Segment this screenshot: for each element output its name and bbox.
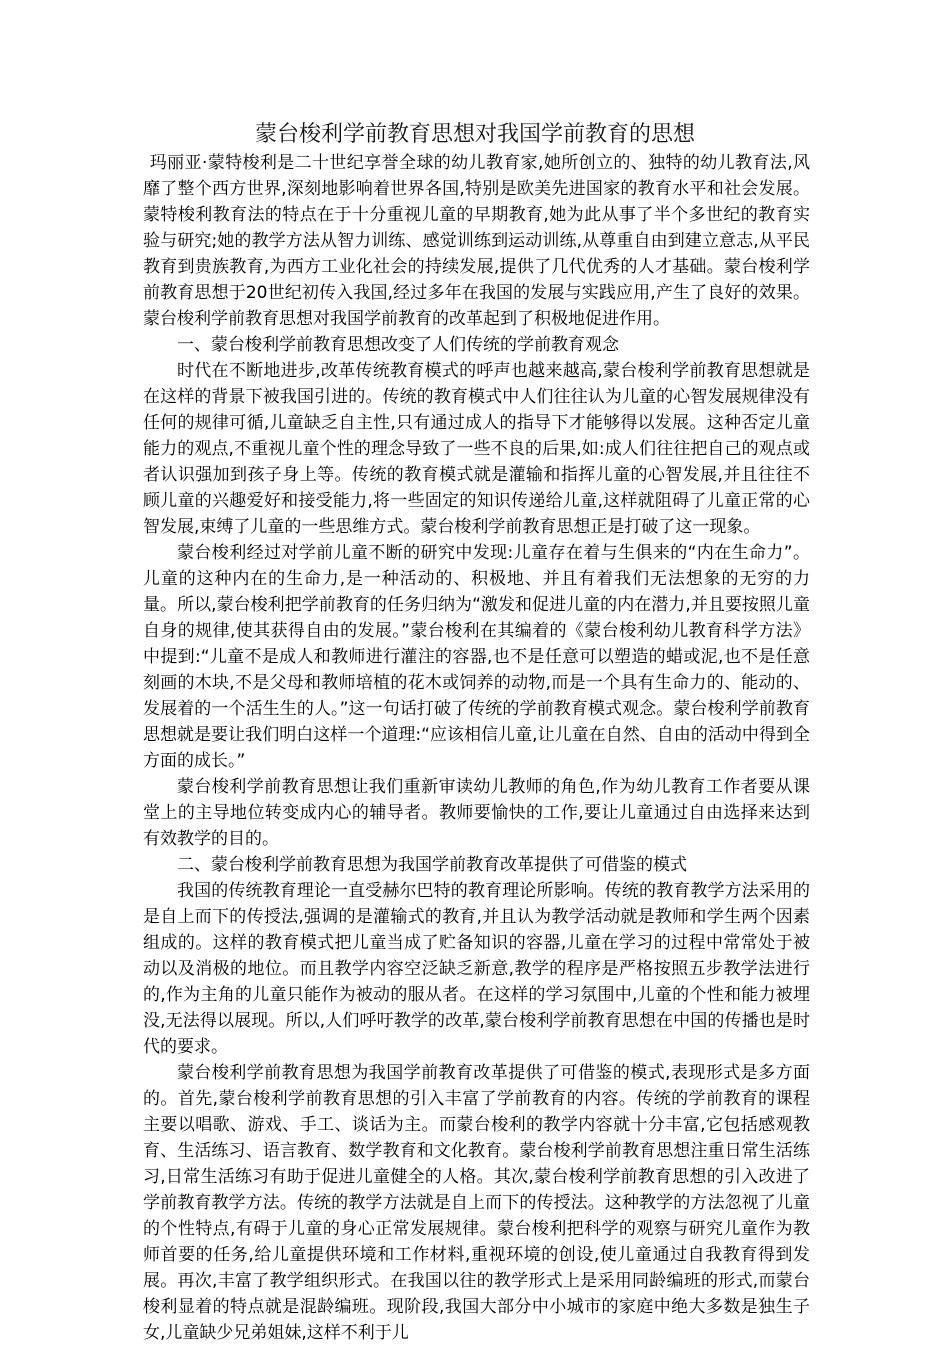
body-paragraph: 我国的传统教育理论一直受赫尔巴特的教育理论所影响。传统的教育教学方法采用的是自上而下的传授法,强调的是灌输式的教育,并且认为教学活动就是教师和学生两个因素组成的。这样的教育模式把儿童当成了贮备知识的容器,儿童在学习的过程中常常处于被动以及消极的地位。而且教学内容空泛缺乏新意,教学的程序是严格按照五步教学法进行的,作为主角的儿童只能作为被动的服从者。在这样的学习氛围中,儿童的个性和能力被埋没,无法得以展现。所以,人们呼吁教学的改革,蒙台梭利学前教育思想在中国的传播也是时代的要求。 <box>143 881 810 1057</box>
body-paragraph: 蒙台梭利学前教育思想为我国学前教育改革提供了可借鉴的模式,表现形式是多方面的。首先,蒙台梭利学前教育思想的引入丰富了学前教育的内容。传统的学前教育的课程主要以唱歌、游戏、手工、谈话为主。而蒙台梭利的教学内容就十分丰富,它包括感观教育、生活练习、语言教育、数学教育和文化教育。蒙台梭利学前教育思想注重日常生活练习,日常生活练习有助于促进儿童健全的人格。其次,蒙台梭利学前教育思想的引入改进了学前教育教学方法。传统的教学方法就是自上而下的传授法。这种教学的方法忽视了儿童的个性特点,有碍于儿童的身心正常发展规律。蒙台梭利把科学的观察与研究儿童作为教师首要的任务,给儿童提供环境和工作材料,重视环境的创设,使儿童通过自我教育得到发展。再次,丰富了教学组织形式。在我国以往的教学形式上是采用同龄编班的形式,而蒙台梭利显着的特点就是混龄编班。现阶段,我国大部分中小城市的家庭中绝大多数是独生子女,儿童缺少兄弟姐妹,这样不利于儿 <box>143 1063 810 1343</box>
document-title: 蒙台梭利学前教育思想对我国学前教育的思想 <box>254 122 695 147</box>
body-paragraph: 蒙台梭利经过对学前儿童不断的研究中发现:儿童存在着与生俱来的“内在生命力”。儿童的这种内在的生命力,是一种活动的、积极地、并且有着我们无法想象的无穷的力量。所以,蒙台梭利把学前教育的任务归纳为“激发和促进儿童的内在潜力,并且要按照儿童自身的规律,使其获得自由的发展。”蒙台梭利在其编着的《蒙台梭利幼儿教育科学方法》中提到:“儿童不是成人和教师进行灌注的容器,也不是任意可以塑造的蜡或泥,也不是任意刻画的木块,不是父母和教师培植的花木或饲养的动物,而是一个具有生命力的、能动的、发展着的一个活生生的人。”这一句话打破了传统的学前教育模式观念。蒙台梭利学前教育思想就是要让我们明白这样一个道理:“应该相信儿童,让儿童在自然、自由的活动中得到全方面的成长。” <box>143 543 810 771</box>
document-body <box>143 150 810 1346</box>
section-heading-1: 一、蒙台梭利学前教育思想改变了人们传统的学前教育观念 <box>177 335 619 355</box>
intro-paragraph: 玛丽亚·蒙特梭利是二十世纪享誉全球的幼儿教育家,她所创立的、独特的幼儿教育法,风靡了整个西方世界,深刻地影响着世界各国,特别是欧美先进国家的教育水平和社会发展。蒙特梭利教育法的特点在于十分重视儿童的早期教育,她为此从事了半个多世纪的教育实验与研究;她的教学方法从智力训练、感觉训练到运动训练,从尊重自由到建立意志,从平民教育到贵族教育,为西方工业化社会的持续发展,提供了几代优秀的人才基础。蒙台梭利学前教育思想于20世纪初传入我国,经过多年在我国的发展与实践应用,产生了良好的效果。蒙台梭利学前教育思想对我国学前教育的改革起到了积极地促进作用。 <box>143 153 810 329</box>
body-paragraph: 时代在不断地进步,改革传统教育模式的呼声也越来越高,蒙台梭利学前教育思想就是在这样的背景下被我国引进的。传统的教育模式中人们往往认为儿童的心智发展规律没有任何的规律可循,儿童缺乏自主性,只有通过成人的指导下才能够得以发展。这种否定儿童能力的观点,不重视儿童个性的理念导致了一些不良的后果,如:成人们往往把自己的观点或者认识强加到孩子身上等。传统的教育模式就是灌输和指挥儿童的心智发展,并且往往不顾儿童的兴趣爱好和接受能力,将一些固定的知识传递给儿童,这样就阻碍了儿童正常的心智发展,束缚了儿童的一些思维方式。蒙台梭利学前教育思想正是打破了这一现象。 <box>143 361 810 537</box>
body-paragraph: 蒙台梭利学前教育思想让我们重新审读幼儿教师的角色,作为幼儿教育工作者要从课堂上的主导地位转变成内心的辅导者。教师要愉快的工作,要让儿童通过自由选择来达到有效教学的目的。 <box>143 777 810 849</box>
section-heading-2: 二、蒙台梭利学前教育思想为我国学前教育改革提供了可借鉴的模式 <box>177 855 687 875</box>
